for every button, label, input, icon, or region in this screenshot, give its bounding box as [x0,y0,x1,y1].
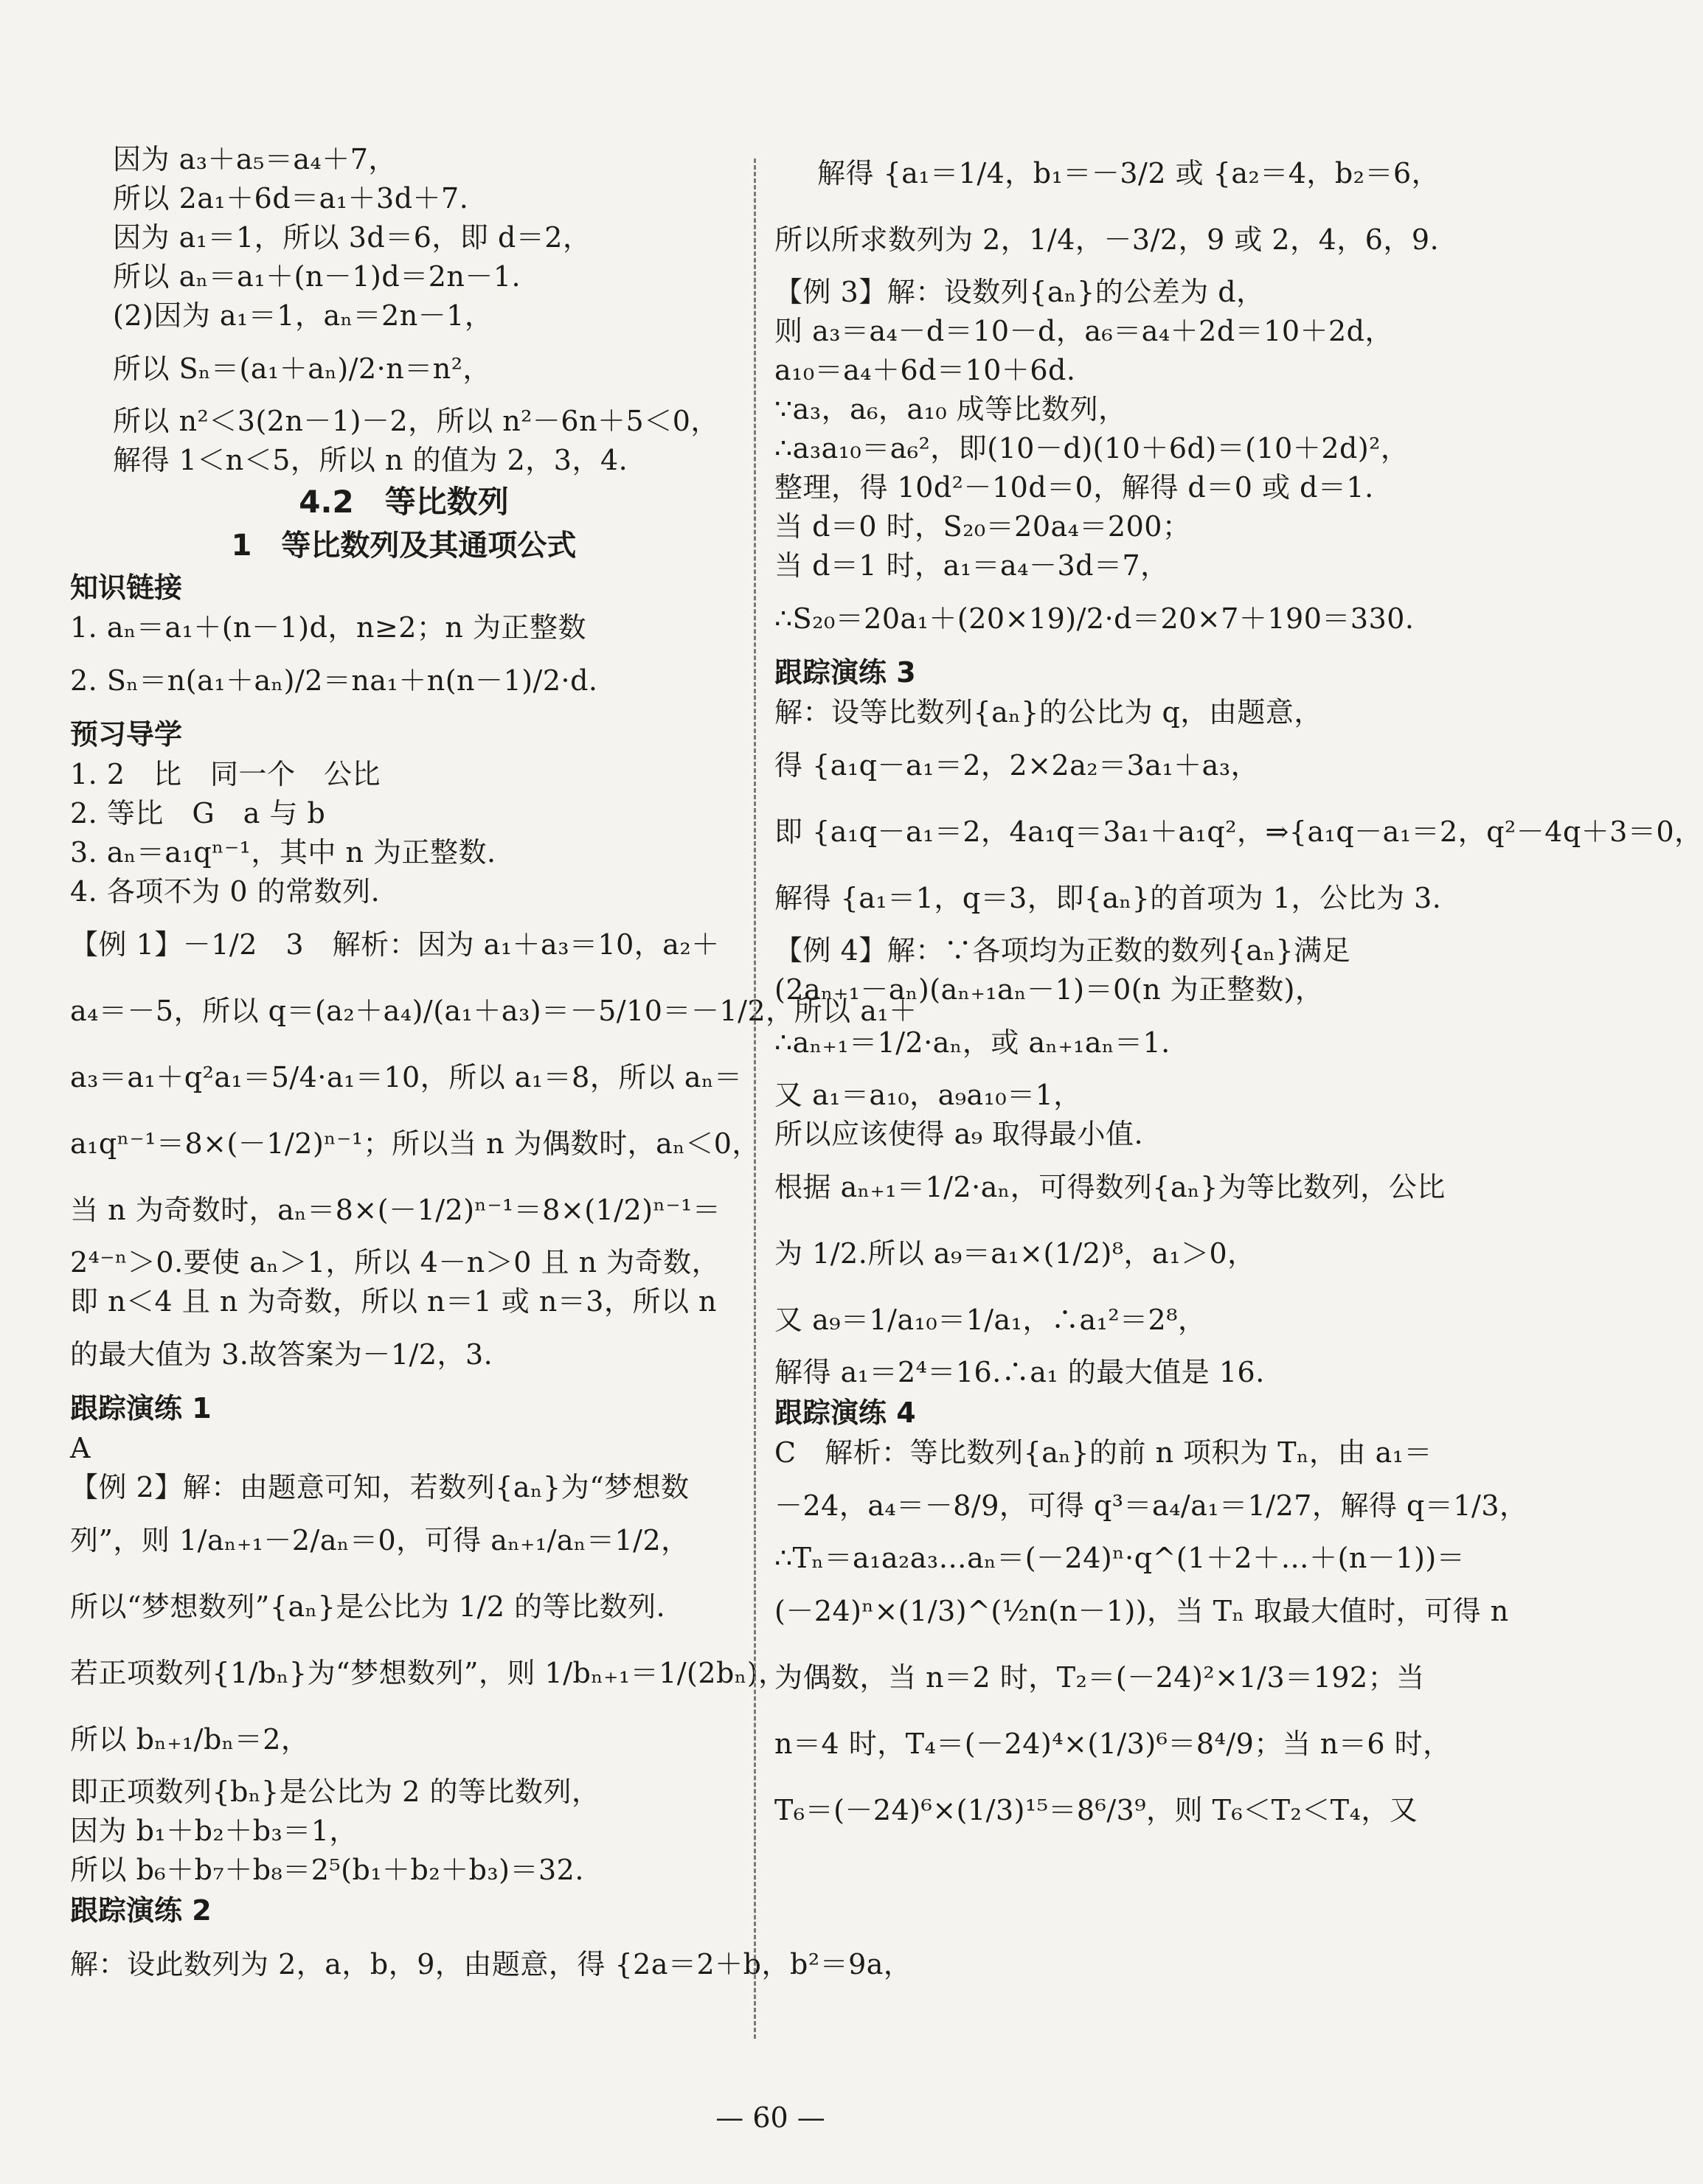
text-line: a₄＝－5，所以 q＝(a₂＋a₄)/(a₁＋a₃)＝－5/10＝－1/2，所以 a₁＋ [70,995,918,1027]
text-line: 解得 a₁＝2⁴＝16.∴a₁ 的最大值是 16. [774,1356,1265,1388]
text-line: 为偶数，当 n＝2 时，T₂＝(－24)²×1/3＝192；当 [774,1661,1425,1694]
text-line: 若正项数列{1/bₙ}为“梦想数列”，则 1/bₙ₊₁＝1/(2bₙ)， [70,1657,787,1689]
text-line: 所以应该使得 a₉ 取得最小值. [774,1118,1144,1150]
text-line: 的最大值为 3.故答案为－1/2，3. [70,1338,493,1371]
text-line: ∴aₙ₊₁＝1/2·aₙ，或 aₙ₊₁aₙ＝1. [774,1026,1170,1059]
text-line: 当 d＝1 时，a₁＝a₄－3d＝7， [774,549,1169,582]
text-line: 因为 b₁＋b₂＋b₃＝1， [70,1815,358,1847]
text-line: 【例 2】解：由题意可知，若数列{aₙ}为“梦想数 [70,1471,690,1503]
text-line: 又 a₉＝1/a₁₀＝1/a₁，∴a₁²＝2⁸， [774,1304,1207,1336]
text-line: 即 {a₁q－a₁＝2，4a₁q＝3a₁＋a₁q²，⇒{a₁q－a₁＝2，q²－4q＋3＝0， [774,815,1703,848]
text-line: a₃＝a₁＋q²a₁＝5/4·a₁＝10，所以 a₁＝8，所以 aₙ＝ [70,1061,743,1093]
text-line: 为 1/2.所以 a₉＝a₁×(1/2)⁸，a₁＞0， [774,1237,1256,1270]
text-line: 2. 等比 G a 与 b [70,797,326,830]
text-line: 即 n＜4 且 n 为奇数，所以 n＝1 或 n＝3，所以 n [70,1285,718,1318]
text-line: 【例 1】－1/2 3 解析：因为 a₁＋a₃＝10，a₂＋ [70,928,720,961]
text-line: 3. aₙ＝a₁qⁿ⁻¹，其中 n 为正整数. [70,836,496,869]
text-line: 所以“梦想数列”{aₙ}是公比为 1/2 的等比数列. [70,1590,666,1623]
text-line: 根据 aₙ₊₁＝1/2·aₙ，可得数列{aₙ}为等比数列，公比 [774,1171,1446,1203]
section-heading: 跟踪演练 4 [774,1397,916,1429]
text-line: 因为 a₁＝1，所以 3d＝6，即 d＝2， [113,221,592,254]
text-line: 4. 各项不为 0 的常数列. [70,875,381,908]
text-line: 则 a₃＝a₄－d＝10－d，a₆＝a₄＋2d＝10＋2d， [774,315,1393,347]
section-heading: 预习导学 [70,718,183,751]
text-line: 整理，得 10d²－10d＝0，解得 d＝0 或 d＝1. [774,471,1374,504]
text-line: 所以 Sₙ＝(a₁＋aₙ)/2·n＝n²， [113,352,491,385]
text-line: 【例 3】解：设数列{aₙ}的公差为 d， [774,276,1265,308]
text-line: 2⁴⁻ⁿ＞0.要使 aₙ＞1，所以 4－n＞0 且 n 为奇数， [70,1246,721,1279]
text-line: 所以所求数列为 2，1/4，－3/2，9 或 2，4，6，9. [774,223,1440,256]
text-line: C 解析：等比数列{aₙ}的前 n 项积为 Tₙ，由 a₁＝ [774,1436,1432,1469]
text-line: 解得 1＜n＜5，所以 n 的值为 2，3，4. [113,444,628,476]
text-line: ∴a₃a₁₀＝a₆²，即(10－d)(10＋6d)＝(10＋2d)²， [774,432,1409,465]
text-line: 所以 n²＜3(2n－1)－2，所以 n²－6n＋5＜0， [113,405,719,437]
text-line: 列”，则 1/aₙ₊₁－2/aₙ＝0，可得 aₙ₊₁/aₙ＝1/2， [70,1524,690,1557]
section-heading: 跟踪演练 1 [70,1392,212,1425]
text-line: T₆＝(－24)⁶×(1/3)¹⁵＝8⁶/3⁹，则 T₆＜T₂＜T₄，又 [774,1794,1418,1826]
text-line: n＝4 时，T₄＝(－24)⁴×(1/3)⁶＝8⁴/9；当 n＝6 时， [774,1728,1451,1760]
text-line: 1. aₙ＝a₁＋(n－1)d，n≥2；n 为正整数 [70,611,586,644]
text-line: 即正项数列{bₙ}是公比为 2 的等比数列， [70,1776,600,1808]
text-line: 解得 {a₁＝1/4，b₁＝－3/2 或 {a₂＝4，b₂＝6， [817,157,1440,189]
text-line: a₁qⁿ⁻¹＝8×(－1/2)ⁿ⁻¹；所以当 n 为偶数时，aₙ＜0， [70,1127,760,1160]
text-line: 【例 4】解：∵各项均为正数的数列{aₙ}满足 [774,934,1351,967]
text-line: A [70,1432,91,1464]
text-line: 当 d＝0 时，S₂₀＝20a₄＝200； [774,510,1191,543]
text-line: 2. Sₙ＝n(a₁＋aₙ)/2＝na₁＋n(n－1)/2·d. [70,664,598,697]
text-line: 解：设此数列为 2，a，b，9，由题意，得 {2a＝2＋b，b²＝9a， [70,1948,912,1980]
text-line: ∵a₃，a₆，a₁₀ 成等比数列， [774,393,1127,425]
text-line: ∴S₂₀＝20a₁＋(20×19)/2·d＝20×7＋190＝330. [774,602,1415,635]
text-line: 得 {a₁q－a₁＝2，2×2a₂＝3a₁＋a₃， [774,749,1260,782]
section-heading: 跟踪演练 3 [774,656,916,689]
page-number: — 60 — [715,2101,825,2134]
right-column [774,140,1703,1843]
text-line: 当 n 为奇数时，aₙ＝8×(－1/2)ⁿ⁻¹＝8×(1/2)ⁿ⁻¹＝ [70,1194,721,1226]
column-divider [754,159,756,2039]
text-line: (2aₙ₊₁－aₙ)(aₙ₊₁aₙ－1)＝0(n 为正整数)， [774,973,1324,1006]
text-line: (2)因为 a₁＝1，aₙ＝2n－1， [113,299,493,332]
section-heading: 1 等比数列及其通项公式 [231,529,577,563]
section-heading: 4.2 等比数列 [299,484,509,520]
text-line: (－24)ⁿ×(1/3)^(½n(n－1))，当 Tₙ 取最大值时，可得 n [774,1595,1509,1627]
text-line: ∴Tₙ＝a₁a₂a₃…aₙ＝(－24)ⁿ·q^(1＋2＋…＋(n－1))＝ [774,1542,1466,1574]
text-line: a₁₀＝a₄＋6d＝10＋6d. [774,354,1076,386]
text-line: 所以 bₙ₊₁/bₙ＝2， [70,1723,310,1756]
text-line: 解得 {a₁＝1，q＝3，即{aₙ}的首项为 1，公比为 3. [774,882,1442,914]
text-line: 又 a₁＝a₁₀，a₉a₁₀＝1， [774,1079,1082,1111]
text-line: 1. 2 比 同一个 公比 [70,758,381,790]
section-heading: 跟踪演练 2 [70,1894,212,1927]
text-line: 所以 b₆＋b₇＋b₈＝2⁵(b₁＋b₂＋b₃)＝32. [70,1854,584,1886]
text-line: 因为 a₃＋a₅＝a₄＋7， [113,143,397,175]
text-line: 所以 2a₁＋6d＝a₁＋3d＋7. [113,182,469,215]
text-line: 解：设等比数列{aₙ}的公比为 q，由题意， [774,696,1322,728]
section-heading: 知识链接 [70,571,183,604]
text-line: －24，a₄＝－8/9，可得 q³＝a₄/a₁＝1/27，解得 q＝1/3， [774,1489,1528,1522]
text-line: 所以 aₙ＝a₁＋(n－1)d＝2n－1. [113,260,521,293]
